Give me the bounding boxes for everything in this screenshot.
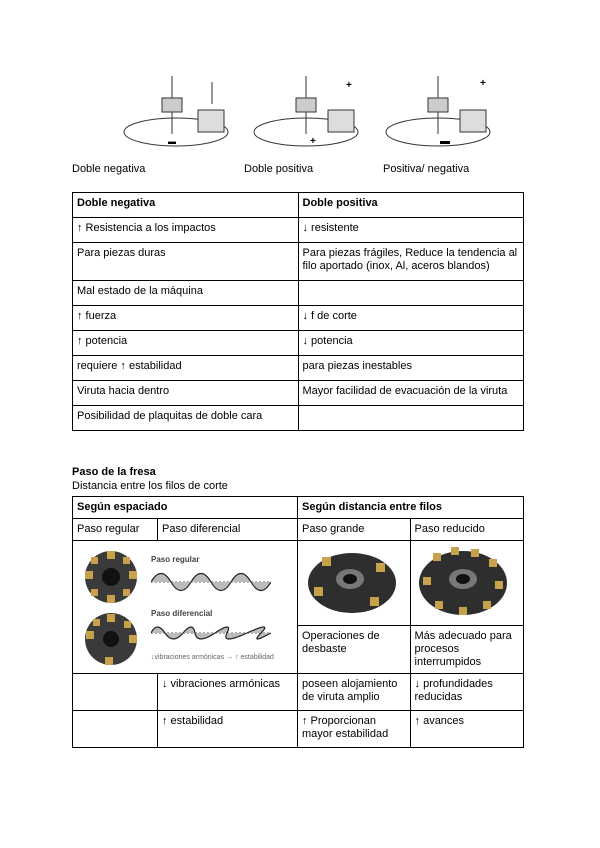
doble-negativa-figure	[122, 74, 230, 160]
caption-doble-positiva: Doble positiva	[244, 163, 314, 175]
table-cell: ↑ estabilidad	[158, 711, 298, 748]
table-row	[73, 381, 524, 406]
table-cell: ↑ potencia	[73, 331, 299, 356]
table-header-row	[73, 193, 524, 218]
table-subheader-row	[73, 519, 524, 541]
svg-text:+: +	[480, 78, 486, 89]
table-row	[73, 306, 524, 331]
subheader-paso-diferencial: Paso diferencial	[158, 519, 298, 541]
table-row	[73, 331, 524, 356]
table-cell: ↑ avances	[410, 711, 523, 748]
milling-cutter-images	[79, 549, 143, 667]
caption-positiva-negativa: Positiva/ negativa	[383, 163, 470, 175]
paso-reducido-image-cell	[410, 541, 523, 626]
table-cell: Mal estado de la máquina	[73, 281, 299, 306]
svg-text:▬: ▬	[440, 136, 450, 147]
table-header-row	[73, 497, 524, 519]
header-segun-distancia: Según distancia entre filos	[298, 497, 524, 519]
table-cell: para piezas inestables	[298, 356, 524, 381]
differential-wave-icon	[151, 617, 271, 649]
table-cell: ↓ potencia	[298, 331, 524, 356]
paso-grande-image-cell	[298, 541, 411, 626]
svg-text:+: +	[346, 80, 352, 91]
table-row	[73, 281, 524, 306]
table-cell: ↓ resistente	[298, 218, 524, 243]
table-cell: Más adecuado para procesos interrumpidos	[410, 626, 523, 674]
svg-text:+: +	[310, 136, 316, 147]
table-row	[73, 674, 524, 711]
section-title: Paso de la fresa	[72, 466, 156, 478]
table-cell	[298, 281, 524, 306]
header-doble-positiva: Doble positiva	[298, 193, 524, 218]
table-cell: Mayor facilidad de evacuación de la viruta	[298, 381, 524, 406]
positiva-negativa-figure	[384, 74, 492, 160]
image-row	[73, 541, 524, 626]
doble-positiva-figure	[252, 74, 360, 160]
diagram-legend: ↓vibraciones armónicas → ↑ estabilidad	[151, 654, 274, 661]
table-cell: Operaciones de desbaste	[298, 626, 411, 674]
svg-text:▬: ▬	[168, 137, 176, 146]
table-cell: ↑ Resistencia a los impactos	[73, 218, 299, 243]
table-cell: Viruta hacia dentro	[73, 381, 299, 406]
subheader-paso-reducido: Paso reducido	[410, 519, 523, 541]
subheader-paso-grande: Paso grande	[298, 519, 411, 541]
table-row	[73, 356, 524, 381]
paso-fresa-table	[72, 496, 524, 748]
table-cell: ↓ f de corte	[298, 306, 524, 331]
section-subtitle: Distancia entre los filos de corte	[72, 480, 228, 492]
paso-grande-cutter-image	[300, 543, 400, 619]
header-doble-negativa: Doble negativa	[73, 193, 299, 218]
table-cell: poseen alojamiento de viruta amplio	[298, 674, 411, 711]
table-cell	[298, 406, 524, 431]
comparison-table	[72, 192, 524, 431]
table-cell	[73, 674, 158, 711]
label-paso-regular-diagram: Paso regular	[151, 555, 200, 564]
table-cell: ↓ vibraciones armónicas	[158, 674, 298, 711]
table-cell: requiere ↑ estabilidad	[73, 356, 299, 381]
paso-reducido-cutter-image	[413, 543, 513, 619]
header-segun-espaciado: Según espaciado	[73, 497, 298, 519]
table-row	[73, 243, 524, 281]
table-cell: ↓ profundidades reducidas	[410, 674, 523, 711]
regular-wave-icon	[151, 563, 271, 601]
table-cell: ↑ Proporcionan mayor estabilidad	[298, 711, 411, 748]
table-row	[73, 711, 524, 748]
espaciado-diagram-cell	[73, 541, 298, 674]
table-cell: Para piezas duras	[73, 243, 299, 281]
label-paso-diferencial-diagram: Paso diferencial	[151, 609, 213, 618]
table-cell: ↑ fuerza	[73, 306, 299, 331]
caption-doble-negativa: Doble negativa	[72, 163, 146, 175]
table-cell: Para piezas frágiles, Reduce la tendencia al filo aportado (inox, Al, aceros blandos)	[298, 243, 524, 281]
subheader-paso-regular: Paso regular	[73, 519, 158, 541]
table-row	[73, 218, 524, 243]
table-cell: Posibilidad de plaquitas de doble cara	[73, 406, 299, 431]
table-cell	[73, 711, 158, 748]
table-row	[73, 406, 524, 431]
